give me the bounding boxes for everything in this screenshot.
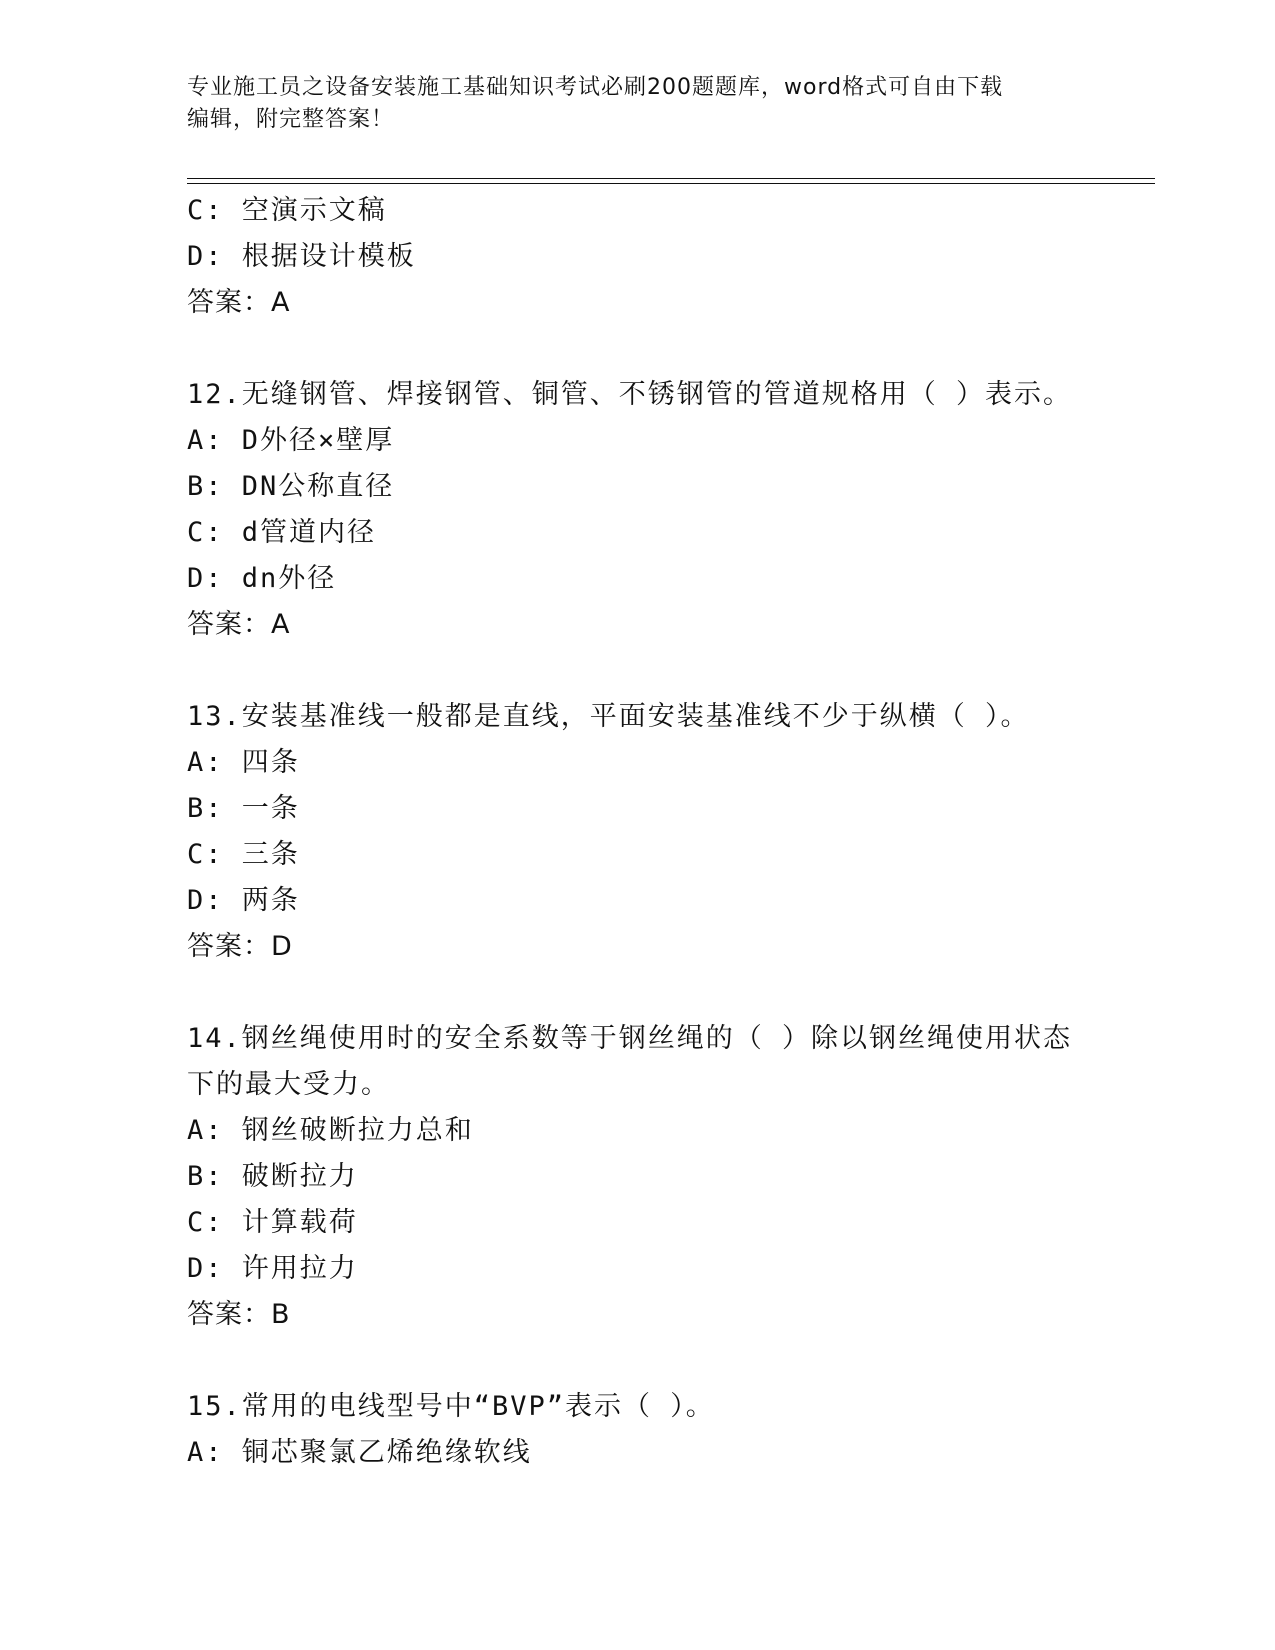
question-14	[187, 1016, 1087, 1338]
header-line-1: 专业施工员之设备安装施工基础知识考试必刷200题题库，word格式可自由下载	[187, 75, 1004, 100]
spacer	[187, 970, 1087, 1016]
header-divider-bottom	[187, 183, 1155, 184]
option-b: B: 一条	[187, 793, 300, 824]
question-text-continued: 下的最大受力。	[187, 1069, 390, 1100]
answer: 答案：B	[187, 1299, 291, 1330]
document-header	[187, 72, 1067, 136]
option-d: D: dn外径	[187, 563, 337, 594]
option-c: C: d管道内径	[187, 517, 377, 548]
option-a: A: 铜芯聚氯乙烯绝缘软线	[187, 1437, 532, 1468]
option-b: B: DN公称直径	[187, 471, 395, 502]
question-13	[187, 694, 1087, 970]
question-15	[187, 1384, 1087, 1476]
question-text: 14.钢丝绳使用时的安全系数等于钢丝绳的（ ）除以钢丝绳使用状态	[187, 1023, 1073, 1054]
question-list	[187, 188, 1087, 1476]
option-a: A: D外径×壁厚	[187, 425, 395, 456]
option-b: B: 破断拉力	[187, 1161, 358, 1192]
spacer	[187, 648, 1087, 694]
option-c: C: 三条	[187, 839, 300, 870]
option-a: A: 四条	[187, 747, 300, 778]
question-text: 12.无缝钢管、焊接钢管、铜管、不锈钢管的管道规格用（ ）表示。	[187, 379, 1073, 410]
spacer	[187, 1338, 1087, 1384]
option-a: A: 钢丝破断拉力总和	[187, 1115, 474, 1146]
question-12	[187, 372, 1087, 648]
option-d: D: 根据设计模板	[187, 241, 416, 272]
option-c: C: 计算载荷	[187, 1207, 358, 1238]
option-d: D: 许用拉力	[187, 1253, 358, 1284]
prev-question-tail	[187, 188, 1087, 326]
question-text: 13.安装基准线一般都是直线，平面安装基准线不少于纵横（ ）。	[187, 701, 1030, 732]
answer: 答案：D	[187, 931, 293, 962]
spacer	[187, 326, 1087, 372]
answer: 答案：A	[187, 287, 291, 318]
header-divider-top	[187, 178, 1155, 179]
answer: 答案：A	[187, 609, 291, 640]
option-c: C: 空演示文稿	[187, 195, 387, 226]
question-text: 15.常用的电线型号中“BVP”表示（ ）。	[187, 1391, 715, 1422]
option-d: D: 两条	[187, 885, 300, 916]
header-line-2: 编辑，附完整答案！	[187, 107, 395, 132]
